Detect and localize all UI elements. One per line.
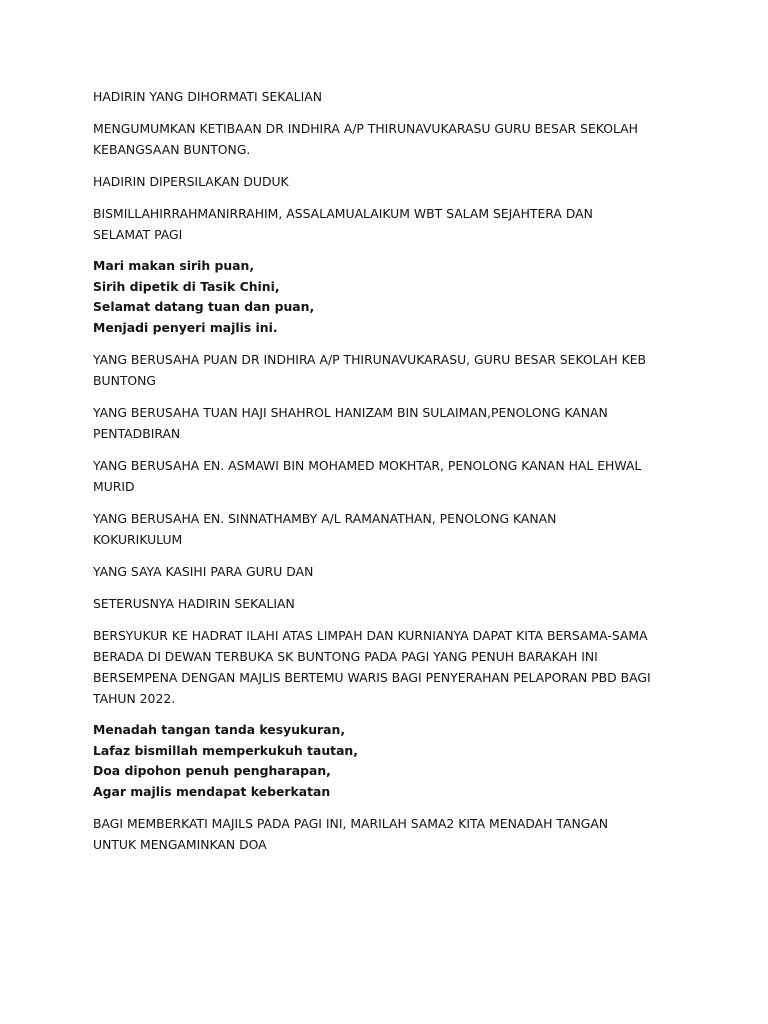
text-line: HADIRIN DIPERSILAKAN DUDUK: [93, 174, 289, 189]
arrival-announcement-paragraph: [93, 118, 683, 160]
greeting-paragraph: [93, 86, 683, 107]
pantun-line: Sirih dipetik di Tasik Chini,: [93, 278, 280, 294]
text-line: BISMILLAHIRRAHMANIRRAHIM, ASSALAMUALAIKUM WBT SALAM SEJAHTERA DAN: [93, 206, 593, 221]
honorific-administration-paragraph: [93, 402, 683, 444]
prayer-invitation-paragraph: [93, 813, 683, 855]
audience-paragraph: [93, 593, 683, 614]
text-line: KEBANGSAAN BUNTONG.: [93, 142, 251, 157]
text-line: BUNTONG: [93, 373, 157, 388]
text-line: KOKURIKULUM: [93, 532, 183, 547]
text-line: UNTUK MENGAMINKAN DOA: [93, 837, 267, 852]
text-line: YANG BERUSAHA EN. ASMAWI BIN MOHAMED MOKHTAR, PENOLONG KANAN HAL EHWAL: [93, 458, 642, 473]
text-line: HADIRIN YANG DIHORMATI SEKALIAN: [93, 89, 322, 104]
welcome-pantun: [93, 256, 683, 338]
pantun-line: Doa dipohon penuh pengharapan,: [93, 763, 331, 778]
pantun-line: Agar majlis mendapat keberkatan: [93, 783, 331, 799]
text-line: SETERUSNYA HADIRIN SEKALIAN: [93, 596, 295, 611]
pantun-line: Menadah tangan tanda kesyukuran,: [93, 722, 346, 737]
text-line: PENTADBIRAN: [93, 426, 181, 441]
pantun-line: Menjadi penyeri majlis ini.: [93, 319, 278, 335]
seating-paragraph: [93, 171, 683, 192]
text-line: YANG BERUSAHA TUAN HAJI SHAHROL HANIZAM BIN SULAIMAN,PENOLONG KANAN: [93, 405, 608, 420]
text-line: YANG BERUSAHA PUAN DR INDHIRA A/P THIRUNAVUKARASU, GURU BESAR SEKOLAH KEB: [93, 352, 647, 367]
pantun-line: Selamat datang tuan dan puan,: [93, 299, 315, 314]
text-line: TAHUN 2022.: [93, 691, 176, 706]
salutation-paragraph: [93, 203, 683, 245]
pantun-line: Lafaz bismillah memperkukuh tautan,: [93, 742, 358, 758]
text-line: BERSYUKUR KE HADRAT ILAHI ATAS LIMPAH DAN KURNIANYA DAPAT KITA BERSAMA-SAMA: [93, 628, 648, 643]
gratitude-paragraph: [93, 625, 683, 709]
text-line: MENGUMUMKAN KETIBAAN DR INDHIRA A/P THIRUNAVUKARASU GURU BESAR SEKOLAH: [93, 121, 638, 136]
text-line: BERSEMPENA DENGAN MAJLIS BERTEMU WARIS BAGI PENYERAHAN PELAPORAN PBD BAGI: [93, 670, 651, 685]
text-line: YANG SAYA KASIHI PARA GURU DAN: [93, 564, 314, 579]
teachers-paragraph: [93, 561, 683, 582]
text-line: BERADA DI DEWAN TERBUKA SK BUNTONG PADA PAGI YANG PENUH BARAKAH INI: [93, 649, 598, 664]
honorific-student-affairs-paragraph: [93, 455, 683, 497]
text-line: BAGI MEMBERKATI MAJILS PADA PAGI INI, MARILAH SAMA2 KITA MENADAH TANGAN: [93, 816, 609, 831]
text-line: MURID: [93, 479, 135, 494]
text-line: YANG BERUSAHA EN. SINNATHAMBY A/L RAMANATHAN, PENOLONG KANAN: [93, 511, 557, 526]
honorific-cocurriculum-paragraph: [93, 508, 683, 550]
text-line: SELAMAT PAGI: [93, 227, 183, 242]
pantun-line: Mari makan sirih puan,: [93, 258, 255, 273]
honorific-headmistress-paragraph: [93, 349, 683, 391]
document-body: [93, 86, 683, 866]
prayer-pantun: [93, 720, 683, 802]
